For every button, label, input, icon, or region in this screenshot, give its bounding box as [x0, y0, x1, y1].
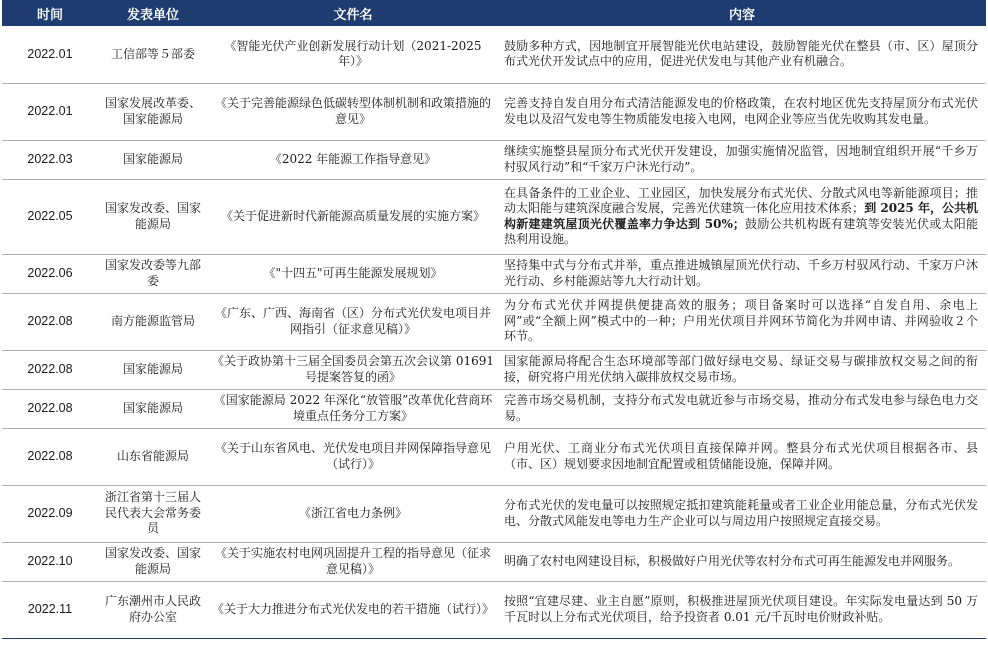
cell-doc: 《关于政协第十三届全国委员会第五次会议第 01691 号提案答复的函》 [212, 354, 494, 384]
table-row [2, 428, 986, 485]
cell-doc: 《国家能源局 2022 年深化“放管服”改革优化营商环境重点任务分工方案》 [213, 393, 493, 423]
cell-org: 国家发展改革委、国家能源局 [104, 96, 201, 126]
table-row [2, 350, 986, 389]
header-org: 发表单位 [98, 0, 208, 26]
cell-time: 2022.08 [27, 448, 73, 463]
cell-content [498, 581, 986, 638]
cell-content [498, 293, 986, 350]
cell-doc: 《浙江省电力条例》 [298, 505, 407, 520]
content-text: 坚持集中式与分布式并举，重点推进城镇屋顶光伏行动、千乡万村驭风行动、千家万户沐光行动、乡村能源站等九大行动计划。 [504, 258, 978, 288]
cell-time: 2022.08 [27, 400, 73, 415]
cell-content [498, 140, 986, 179]
table-row [2, 485, 986, 542]
content-highlight: 到 2025 年，公共机构新建建筑屋顶光伏覆盖率力争达到 50%； [504, 201, 978, 231]
cell-time: 2022.09 [27, 505, 73, 520]
content-text: 继续实施整县屋顶分布式光伏开发建设，加强实施情况监管，因地制宜组织开展“千乡万村驭风行动”和“千家万户沐光行动”。 [504, 144, 978, 174]
cell-org: 工信部等５部委 [110, 46, 195, 61]
cell-org: 国家能源局 [122, 361, 183, 376]
cell-time: 2022.06 [27, 265, 73, 280]
header-time: 时间 [2, 0, 98, 26]
content-text: 在具备条件的工业企业、工业园区，加快发展分布式光伏、分散式风电等新能源项目；推动太阳能与建筑深度融合发展，完善光伏建筑一体化应用技术体系； [504, 185, 978, 215]
cell-content [498, 254, 986, 293]
cell-doc: 《关于山东省风电、光伏发电项目并网保障指导意见（试行）》 [214, 441, 491, 471]
cell-doc: 《2022 年能源工作指导意见》 [269, 151, 437, 166]
cell-doc: 《智能光伏产业创新发展行动计划（2021-2025 年）》 [224, 38, 482, 69]
cell-content [498, 83, 986, 140]
content-text: 户用光伏、工商业分布式光伏项目直接保障并网。整县分布式光伏项目根据各市、县（市、区）规划要求因地制宜配置或租赁储能设施，保障并网。 [504, 441, 978, 471]
cell-doc: 《关于实施农村电网巩固提升工程的指导意见（征求意见稿）》 [214, 546, 491, 576]
table-row [2, 26, 986, 83]
header-content: 内容 [498, 0, 986, 26]
cell-time: 2022.05 [27, 208, 73, 223]
cell-doc: 《关于促进新时代新能源高质量发展的实施方案》 [220, 208, 485, 223]
content-text: 为分布式光伏并网提供便捷高效的服务；项目备案时可以选择“自发自用、余电上网”或“全额上网”模式中的一种；户用光伏项目并网环节简化为并网申请、并网验收２个环节。 [504, 298, 978, 344]
content-text: 完善支持自发自用分布式清洁能源发电的价格政策，在农村地区优先支持屋顶分布式光伏发电以及沼气发电等生物质能发电接入电网，电网企业等应当优先收购其发电量。 [504, 96, 978, 126]
cell-content [498, 485, 986, 542]
cell-doc: 《关于大力推进分布式光伏发电的若干措施（试行）》 [212, 601, 495, 616]
content-text: 鼓励多种方式，因地制宜开展智能光伏电站建设，鼓励智能光伏在整县（市、区）屋顶分布式光伏开发试点中的应用，促进光伏发电与其他产业有机融合。 [504, 38, 978, 69]
content-text: 完善市场交易机制，支持分布式发电就近参与市场交易，推动分布式发电参与绿色电力交易。 [504, 393, 978, 423]
header-row [2, 0, 986, 26]
table-row [2, 542, 986, 581]
cell-doc: 《广东、广西、海南省（区）分布式光伏发电项目并网指引（征求意见稿）》 [214, 306, 491, 336]
cell-doc: 《"十四五"可再生能源发展规划》 [263, 265, 443, 280]
cell-org: 国家能源局 [122, 151, 183, 166]
cell-content [498, 428, 986, 485]
cell-time: 2022.11 [27, 601, 73, 616]
content-text: 分布式光伏的发电量可以按照规定抵扣建筑能耗量或者工业企业用能总量，分布式光伏发电、分散式风能发电等电力生产企业可以与周边用户按照规定直接交易。 [504, 498, 978, 528]
content-text: 按照“宜建尽建、业主自愿”原则，积极推进屋顶光伏项目建设。年实际发电量达到 50 万千瓦时以上分布式光伏项目，给予投资者 0.01 元/千瓦时电价财政补贴。 [504, 594, 978, 624]
cell-org: 浙江省第十三届人民代表大会常务委员 [104, 490, 201, 536]
cell-org: 国家发改委、国家能源局 [104, 201, 201, 231]
table-row [2, 254, 986, 293]
cell-time: 2022.08 [27, 313, 73, 328]
cell-time: 2022.01 [27, 103, 73, 118]
policy-table [2, 0, 986, 639]
cell-content [498, 542, 986, 581]
header-doc: 文件名 [208, 0, 498, 26]
cell-org: 国家能源局 [122, 400, 183, 415]
cell-content [498, 179, 986, 254]
table-row [2, 389, 986, 428]
content-text: 明确了农村电网建设目标，积极做好户用光伏等农村分布式可再生能源发电并网服务。 [504, 553, 961, 568]
cell-content [498, 26, 986, 83]
cell-time: 2022.08 [27, 361, 73, 376]
cell-org: 国家发改委等九部委 [104, 258, 201, 288]
table-row [2, 179, 986, 254]
cell-org: 山东省能源局 [116, 448, 189, 463]
content-text-after: 鼓励公共机构既有建筑等安装光伏或太阳能热利用设施。 [504, 216, 978, 246]
table-row [2, 581, 986, 638]
table-row [2, 293, 986, 350]
cell-content [498, 389, 986, 428]
cell-org: 南方能源监管局 [110, 313, 195, 328]
table-row [2, 140, 986, 179]
content-text: 国家能源局将配合生态环境部等部门做好绿电交易、绿证交易与碳排放权交易之间的衔接，研究将户用光伏纳入碳排放权交易市场。 [504, 354, 978, 384]
cell-org: 国家发改委、国家能源局 [104, 546, 201, 576]
cell-content [498, 350, 986, 389]
cell-time: 2022.01 [27, 46, 73, 61]
cell-time: 2022.03 [27, 151, 73, 166]
cell-doc: 《关于完善能源绿色低碳转型体制机制和政策措施的意见》 [214, 96, 491, 126]
cell-time: 2022.10 [27, 553, 73, 568]
cell-org: 广东潮州市人民政府办公室 [104, 594, 201, 624]
table-header [2, 0, 986, 26]
table-row [2, 83, 986, 140]
table-body [2, 26, 986, 638]
